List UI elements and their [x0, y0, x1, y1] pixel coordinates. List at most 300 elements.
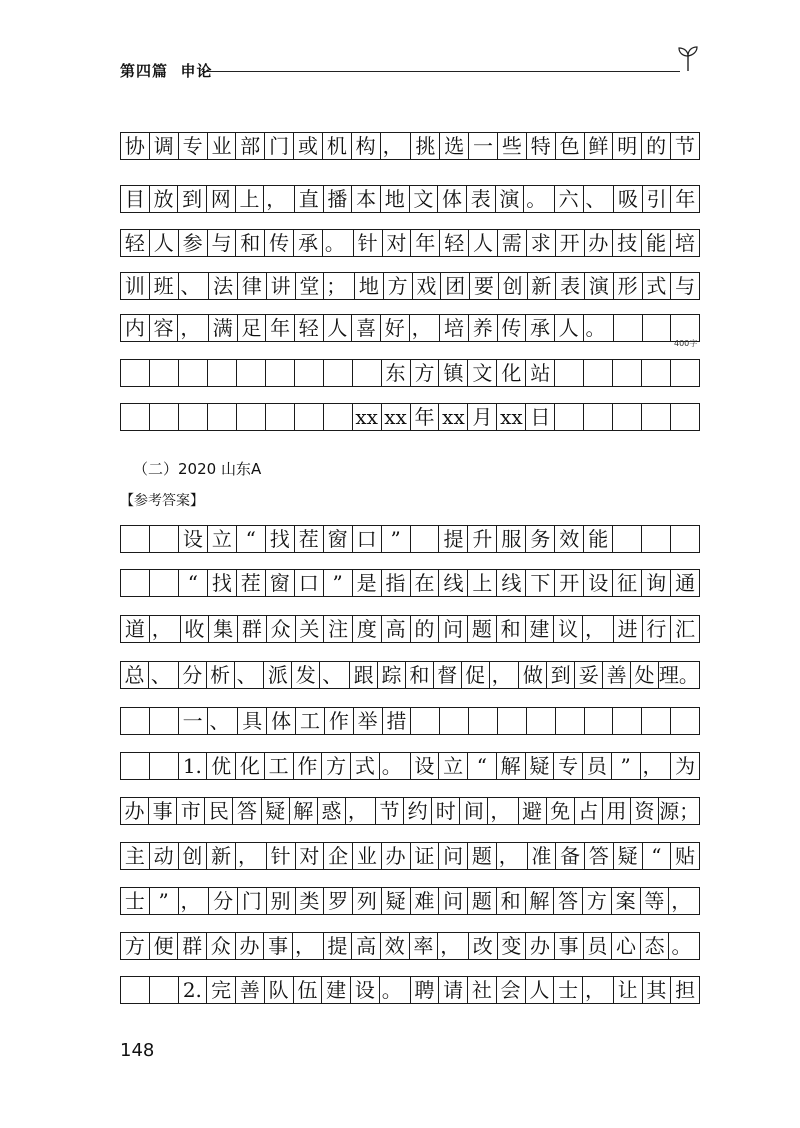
header-section: 申论	[180, 62, 213, 80]
grid-cell: 人	[150, 230, 179, 256]
grid-cell: 解	[497, 753, 526, 779]
grid-cell: 、	[149, 662, 179, 688]
grid-cell: 派	[264, 662, 292, 688]
grid-cell	[150, 570, 179, 596]
grid-cell: 便	[150, 933, 179, 959]
grid-cell: ”	[382, 526, 411, 552]
grid-cell: 和	[406, 662, 434, 688]
grid-cell	[150, 753, 179, 779]
grid-cell: 明	[613, 133, 642, 159]
grid-cell	[556, 708, 585, 734]
grid-cell: ，	[583, 977, 614, 1003]
grid-cell: 窗	[266, 570, 295, 596]
reference-answer-label: 【参考答案】	[120, 493, 204, 509]
grid-cell: 聘	[411, 977, 440, 1003]
grid-cell: 训	[121, 273, 150, 299]
grid-cell: 道	[121, 616, 150, 642]
grid-cell: 年	[411, 404, 440, 430]
grid-cell: ，	[488, 798, 518, 824]
grid-cell: 妥	[575, 662, 603, 688]
grid-cell: 地	[355, 273, 384, 299]
grid-cell: xx	[497, 404, 526, 430]
grid-cell: 是	[353, 570, 382, 596]
grid-row	[120, 752, 700, 780]
grid-cell: 汇	[671, 616, 700, 642]
grid-cell: 文	[410, 186, 439, 212]
grid-cell: 承	[294, 230, 323, 256]
grid-cell: 作	[294, 753, 323, 779]
grid-cell: 备	[556, 843, 585, 869]
grid-cell: 。	[524, 186, 555, 212]
grid-cell: 避	[519, 798, 547, 824]
grid-cell	[237, 404, 266, 430]
grid-cell: 播	[324, 186, 353, 212]
grid-cell: 务	[526, 526, 555, 552]
grid-cell: 形	[614, 273, 643, 299]
grid-cell: 部	[236, 133, 265, 159]
grid-cell: 等	[641, 888, 670, 914]
grid-cell: 人	[324, 315, 353, 341]
grid-cell: 的	[411, 616, 440, 642]
grid-cell: 疑	[382, 888, 411, 914]
grid-cell: 建	[322, 977, 351, 1003]
grid-cell: 上	[236, 186, 265, 212]
grid-cell: 节	[376, 798, 404, 824]
grid-cell: 2.	[179, 977, 208, 1003]
grid-cell: 注	[324, 616, 353, 642]
grid-cell	[642, 404, 671, 430]
grid-cell: 办	[526, 933, 555, 959]
grid-cell: 事	[264, 933, 293, 959]
grid-cell: 讲	[267, 273, 296, 299]
grid-cell: 一	[179, 708, 208, 734]
grid-cell: 资	[631, 798, 659, 824]
grid-cell: “	[643, 843, 672, 869]
grid-cell: 作	[325, 708, 354, 734]
grid-cell: 创	[179, 843, 208, 869]
grid-cell	[613, 404, 642, 430]
grid-cell: 镇	[439, 360, 468, 386]
grid-cell: 士	[121, 888, 150, 914]
grid-cell: 措	[383, 708, 412, 734]
grid-cell: 类	[296, 888, 325, 914]
grid-cell: 率	[410, 933, 439, 959]
grid-cell: 机	[323, 133, 352, 159]
grid-cell: ，	[293, 933, 324, 959]
grid-row	[120, 887, 700, 915]
grid-row	[120, 932, 700, 960]
grid-cell: 在	[411, 570, 440, 596]
grid-cell: ，	[490, 662, 520, 688]
grid-cell: 化	[497, 360, 526, 386]
grid-cell: 些	[498, 133, 527, 159]
grid-cell: 、	[584, 186, 615, 212]
grid-cell: 培	[671, 230, 700, 256]
grid-cell	[266, 360, 295, 386]
grid-cell: 表	[467, 186, 496, 212]
grid-cell: 东	[382, 360, 411, 386]
grid-cell	[411, 526, 440, 552]
grid-cell: 技	[613, 230, 642, 256]
grid-cell: 员	[584, 933, 613, 959]
grid-cell	[613, 708, 642, 734]
grid-cell: 立	[439, 753, 468, 779]
grid-cell: 式	[351, 753, 380, 779]
grid-cell: 效	[381, 933, 410, 959]
grid-cell: 问	[439, 616, 468, 642]
grid-cell: 找	[208, 570, 237, 596]
grid-cell	[498, 708, 527, 734]
grid-cell: 服	[497, 526, 526, 552]
grid-cell: 方	[583, 888, 612, 914]
grid-cell: 茬	[237, 570, 266, 596]
page-number: 148	[120, 1040, 155, 1061]
section-title: （二）2020 山东A	[133, 460, 262, 478]
grid-cell: 协	[121, 133, 150, 159]
grid-cell: ”	[150, 888, 179, 914]
grid-cell: 月	[468, 404, 497, 430]
grid-cell	[121, 360, 150, 386]
grid-cell: 创	[499, 273, 528, 299]
grid-cell: 针	[354, 230, 383, 256]
grid-cell: 督	[434, 662, 462, 688]
grid-cell: 方	[121, 933, 150, 959]
grid-cell: 口	[295, 570, 324, 596]
grid-cell: 直	[295, 186, 324, 212]
grid-cell: 答	[233, 798, 261, 824]
grid-cell: 。	[380, 977, 411, 1003]
grid-cell: 。	[323, 230, 354, 256]
grid-cell: 民	[205, 798, 233, 824]
grid-cell: 动	[150, 843, 179, 869]
grid-cell: 升	[468, 526, 497, 552]
grid-row	[120, 842, 700, 870]
grid-cell: 轻	[295, 315, 324, 341]
grid-cell: 好	[381, 315, 410, 341]
grid-cell: 题	[468, 888, 497, 914]
grid-cell: 和	[236, 230, 265, 256]
grid-cell: 高	[382, 616, 411, 642]
grid-cell: 题	[468, 616, 497, 642]
grid-cell: ，	[497, 843, 528, 869]
grid-cell: 准	[528, 843, 557, 869]
grid-cell: 企	[324, 843, 353, 869]
grid-cell: 目	[121, 186, 150, 212]
grid-cell: 议	[554, 616, 583, 642]
grid-row	[120, 525, 700, 553]
grid-cell: 士	[554, 977, 583, 1003]
grid-cell: 对	[383, 230, 412, 256]
grid-cell: 设	[411, 753, 440, 779]
grid-cell: 询	[642, 570, 671, 596]
grid-cell: 、	[320, 662, 350, 688]
grid-cell: 收	[181, 616, 210, 642]
grid-cell: 体	[438, 186, 467, 212]
grid-cell: 占	[575, 798, 603, 824]
grid-cell: 做	[519, 662, 547, 688]
grid-cell: 法	[209, 273, 238, 299]
grid-cell: 问	[439, 843, 468, 869]
grid-cell	[527, 708, 556, 734]
grid-cell	[208, 404, 237, 430]
grid-cell: ，	[669, 888, 700, 914]
grid-cell: 时	[432, 798, 460, 824]
grid-cell: 答	[585, 843, 614, 869]
grid-cell: ，	[178, 315, 209, 341]
grid-cell: 满	[209, 315, 238, 341]
grid-cell: 门	[265, 133, 294, 159]
grid-cell: 传	[498, 315, 527, 341]
grid-cell	[642, 360, 671, 386]
grid-cell: 免	[547, 798, 575, 824]
grid-cell	[324, 360, 353, 386]
grid-cell: 事	[555, 933, 584, 959]
grid-row	[120, 185, 700, 213]
grid-cell: 班	[150, 273, 179, 299]
grid-cell: 疑	[262, 798, 290, 824]
grid-cell: 。	[584, 315, 615, 341]
grid-cell: 众	[207, 933, 236, 959]
grid-cell: 难	[411, 888, 440, 914]
grid-cell: 参	[179, 230, 208, 256]
grid-cell	[440, 708, 469, 734]
grid-cell: 或	[294, 133, 323, 159]
grid-cell: 1.	[179, 753, 208, 779]
grid-cell: 立	[208, 526, 237, 552]
grid-cell: 改	[469, 933, 498, 959]
grid-cell: 节	[671, 133, 700, 159]
grid-cell	[121, 526, 150, 552]
grid-cell	[121, 708, 150, 734]
grid-cell	[208, 360, 237, 386]
grid-cell: ，	[346, 798, 376, 824]
grid-cell: 罗	[324, 888, 353, 914]
grid-cell	[121, 404, 150, 430]
grid-cell: 与	[208, 230, 237, 256]
grid-cell: 承	[526, 315, 555, 341]
grid-cell: 新	[207, 843, 236, 869]
grid-cell: 设	[179, 526, 208, 552]
grid-cell	[150, 526, 179, 552]
grid-cell	[613, 526, 642, 552]
grid-cell: 对	[296, 843, 325, 869]
grid-cell: 戏	[413, 273, 442, 299]
grid-cell: 窗	[324, 526, 353, 552]
grid-cell: 足	[238, 315, 267, 341]
grid-cell	[584, 360, 613, 386]
grid-cell: 与	[671, 273, 700, 299]
grid-cell: 理。	[658, 663, 699, 687]
grid-cell: “	[468, 753, 497, 779]
grid-cell: 分	[179, 662, 207, 688]
grid-cell: 惑	[318, 798, 346, 824]
grid-cell: ；	[324, 273, 355, 299]
grid-cell	[643, 315, 672, 341]
grid-cell: ，	[381, 133, 412, 159]
grid-cell	[150, 404, 179, 430]
grid-cell: 能	[584, 526, 613, 552]
grid-cell: 求	[527, 230, 556, 256]
grid-cell: 其	[643, 977, 672, 1003]
grid-cell: 工	[265, 753, 294, 779]
grid-cell: 集	[209, 616, 238, 642]
grid-cell: 心	[612, 933, 641, 959]
grid-cell: 间	[460, 798, 488, 824]
grid-cell: 、	[235, 662, 265, 688]
grid-cell: 特	[527, 133, 556, 159]
grid-cell: ”	[324, 570, 353, 596]
grid-cell: “	[237, 526, 266, 552]
grid-cell: 办	[121, 798, 149, 824]
grid-cell: 新	[528, 273, 557, 299]
grid-cell: 年	[671, 186, 700, 212]
grid-cell: ，	[264, 186, 295, 212]
grid-cell: 办	[236, 933, 265, 959]
grid-cell: 跟	[350, 662, 378, 688]
grid-cell: 案	[612, 888, 641, 914]
grid-cell: 堂	[296, 273, 325, 299]
grid-cell: 线	[497, 570, 526, 596]
grid-cell: 为	[671, 753, 700, 779]
grid-cell: 善	[236, 977, 265, 1003]
grid-cell: 演	[585, 273, 614, 299]
grid-cell: 和	[497, 888, 526, 914]
grid-row	[120, 707, 700, 735]
grid-cell: 站	[526, 360, 555, 386]
grid-cell: 调	[150, 133, 179, 159]
grid-cell: 引	[643, 186, 672, 212]
grid-cell	[324, 404, 353, 430]
grid-row	[120, 403, 700, 431]
grid-cell: 行	[643, 616, 672, 642]
grid-cell: 析	[207, 662, 235, 688]
grid-cell: xx	[353, 404, 382, 430]
grid-cell: 通	[671, 570, 700, 596]
header-chapter: 第四篇	[120, 62, 169, 80]
grid-cell: 演	[496, 186, 525, 212]
grid-cell	[584, 404, 613, 430]
word-count-note: 400字	[674, 339, 698, 348]
grid-cell: 律	[238, 273, 267, 299]
grid-cell: 专	[554, 753, 583, 779]
grid-cell	[555, 404, 584, 430]
grid-cell: 找	[266, 526, 295, 552]
grid-cell: 用	[603, 798, 631, 824]
grid-row	[120, 359, 700, 387]
grid-cell: 题	[468, 843, 497, 869]
grid-cell: xx	[439, 404, 468, 430]
grid-row	[120, 314, 700, 342]
grid-cell: 人	[469, 230, 498, 256]
grid-row	[120, 797, 700, 825]
grid-cell: 证	[411, 843, 440, 869]
grid-row	[120, 229, 700, 257]
grid-cell	[266, 404, 295, 430]
grid-cell: 口	[353, 526, 382, 552]
grid-cell: 处	[631, 662, 659, 688]
grid-cell: 举	[354, 708, 383, 734]
grid-cell: 发	[292, 662, 320, 688]
grid-cell	[671, 708, 700, 734]
grid-cell: 员	[583, 753, 612, 779]
grid-row	[120, 272, 700, 300]
grid-cell: 容	[150, 315, 179, 341]
grid-cell: 业	[208, 133, 237, 159]
grid-cell: 队	[265, 977, 294, 1003]
grid-cell: 内	[121, 315, 150, 341]
grid-cell: 解	[290, 798, 318, 824]
grid-cell: 培	[440, 315, 469, 341]
grid-cell: 表	[556, 273, 585, 299]
grid-cell: 解	[526, 888, 555, 914]
grid-cell	[295, 360, 324, 386]
grid-cell: ，	[641, 753, 672, 779]
grid-cell	[179, 360, 208, 386]
grid-cell: ，	[438, 933, 469, 959]
grid-cell: 伍	[294, 977, 323, 1003]
grid-cell: 网	[207, 186, 236, 212]
grid-cell: 答	[554, 888, 583, 914]
sprout-icon	[676, 44, 700, 72]
grid-cell	[671, 404, 700, 430]
grid-cell: 让	[614, 977, 643, 1003]
grid-cell: 方	[322, 753, 351, 779]
grid-cell: 建	[526, 616, 555, 642]
grid-cell: 提	[439, 526, 468, 552]
grid-cell: 选	[440, 133, 469, 159]
grid-cell: 进	[614, 616, 643, 642]
grid-cell	[585, 708, 614, 734]
grid-cell: 色	[556, 133, 585, 159]
grid-cell: 人	[555, 315, 584, 341]
grid-cell	[179, 404, 208, 430]
grid-cell: 针	[267, 843, 296, 869]
page-header	[120, 60, 700, 80]
grid-cell: 开	[555, 570, 584, 596]
grid-cell: ，	[179, 888, 210, 914]
grid-cell: 轻	[440, 230, 469, 256]
grid-cell: 人	[526, 977, 555, 1003]
grid-cell: “	[179, 570, 208, 596]
header-title	[120, 60, 212, 81]
grid-cell	[614, 315, 643, 341]
grid-cell: 具	[238, 708, 267, 734]
grid-cell: 办	[585, 230, 614, 256]
grid-cell: 促	[462, 662, 490, 688]
grid-cell	[121, 570, 150, 596]
grid-cell	[613, 360, 642, 386]
grid-cell: 踪	[378, 662, 406, 688]
grid-cell: 业	[353, 843, 382, 869]
grid-row	[120, 661, 700, 689]
grid-cell: 构	[352, 133, 381, 159]
grid-cell: 疑	[614, 843, 643, 869]
grid-cell: 办	[382, 843, 411, 869]
grid-cell: 。	[380, 753, 411, 779]
grid-cell	[642, 708, 671, 734]
grid-cell: 高	[352, 933, 381, 959]
grid-cell	[121, 753, 150, 779]
grid-cell: 喜	[352, 315, 381, 341]
grid-cell: 专	[179, 133, 208, 159]
grid-cell: 到	[547, 662, 575, 688]
grid-cell: 事	[149, 798, 177, 824]
grid-cell: 开	[556, 230, 585, 256]
grid-cell: 挑	[411, 133, 440, 159]
grid-cell: ，	[583, 616, 614, 642]
grid-cell: 体	[267, 708, 296, 734]
grid-cell	[237, 360, 266, 386]
